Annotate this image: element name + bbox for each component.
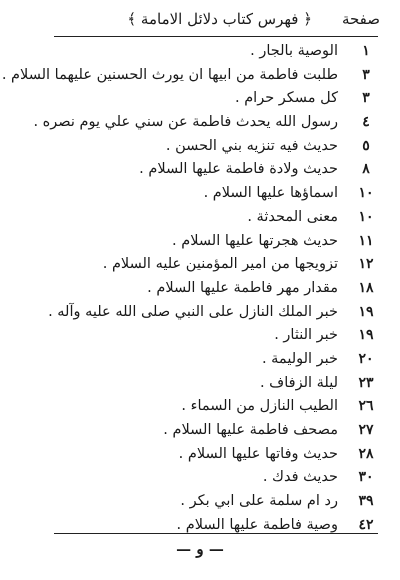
entry-page-number: ٢٨: [358, 445, 374, 462]
index-entry: [60, 443, 378, 467]
entry-page-number: ٢٧: [358, 422, 374, 438]
entry-title: مصحف فاطمة عليها السلام .: [163, 422, 338, 438]
entry-page-number: ١١: [358, 232, 374, 249]
page-title: ﴿ فهرس كتاب دلائل الامامة ﴾: [127, 10, 312, 28]
page-header: [60, 8, 380, 34]
index-entry: [48, 301, 378, 325]
entry-page-number: ١٠: [358, 185, 374, 202]
entry-title: مقدار مهر فاطمة عليها السلام .: [147, 279, 338, 296]
entry-page-number: ٣٠: [358, 469, 374, 486]
index-entry: [33, 111, 378, 135]
entry-title: الوصية بالجار .: [250, 43, 338, 59]
entry-title: خبر النثار .: [274, 327, 338, 344]
entry-title: اسماؤها عليها السلام .: [203, 185, 338, 202]
entry-title: الطيب النازل من السماء .: [181, 398, 338, 415]
bottom-divider: [54, 533, 378, 534]
entry-page-number: ٣: [362, 90, 370, 107]
index-entry: [60, 490, 378, 514]
entry-page-number: ٣: [362, 66, 370, 83]
entry-title: ليلة الزفاف .: [259, 374, 338, 391]
entry-page-number: ٢٠: [358, 350, 374, 367]
entry-page-number: ٢٣: [358, 374, 374, 391]
index-entry: [60, 372, 378, 396]
index-entry: [60, 419, 378, 443]
index-entry: [60, 206, 378, 230]
entry-page-number: ١: [362, 43, 370, 59]
entry-title: حديث هجرتها عليها السلام .: [172, 232, 338, 249]
entry-page-number: ١٩: [358, 327, 374, 344]
entry-page-number: ١٠: [358, 208, 374, 225]
index-entry: [60, 253, 378, 277]
entry-page-number: ١٨: [358, 279, 374, 296]
entry-page-number: ٨: [362, 161, 370, 178]
index-entry: [60, 395, 378, 419]
index-entries-list: [1, 40, 378, 537]
index-entry: [60, 135, 378, 159]
top-divider: [54, 36, 378, 37]
index-entry: [60, 324, 378, 348]
entry-title: خبر الوليمة .: [261, 350, 338, 367]
entry-title: كل مسكر حرام .: [234, 90, 338, 107]
entry-title: معنى المحدثة .: [247, 208, 338, 225]
entry-page-number: ١٢: [358, 256, 374, 273]
entry-page-number: ٤٢: [358, 516, 374, 533]
entry-title: خبر الملك النازل على النبي صلى الله عليه وآله .: [48, 303, 338, 320]
entry-title: حديث ولادة فاطمة عليها السلام .: [139, 161, 338, 178]
entry-page-number: ٤: [362, 114, 370, 131]
entry-title: حديث فدك .: [262, 469, 338, 486]
entry-title: رسول الله يحدث فاطمة عن سني علي يوم نصره .: [33, 114, 338, 131]
entry-title: حديث وفاتها عليها السلام .: [178, 445, 338, 462]
entry-page-number: ٥: [362, 137, 370, 154]
index-entry: [60, 40, 378, 64]
entry-title: وصية فاطمة عليها السلام .: [176, 516, 338, 533]
index-entry: [60, 466, 378, 490]
index-entry: [60, 87, 378, 111]
index-entry: [60, 158, 378, 182]
entry-title: رد ام سلمة على ابي بكر .: [180, 493, 338, 510]
page-number-marker: — و —: [176, 540, 224, 558]
index-entry: [60, 348, 378, 372]
entry-page-number: ٣٩: [358, 493, 374, 510]
entry-title: تزويجها من امير المؤمنين عليه السلام .: [102, 256, 338, 273]
entry-title: حديث فيه تنزيه بني الحسن .: [165, 137, 338, 154]
index-entry: [60, 182, 378, 206]
entry-title: طلبت فاطمة من ابيها ان يورث الحسنين عليهما السلام .: [1, 66, 338, 83]
index-entry: [60, 277, 378, 301]
index-entry: [60, 230, 378, 254]
entry-page-number: ١٩: [358, 303, 374, 320]
index-entry: [1, 64, 378, 88]
page-column-label: صفحة: [341, 10, 380, 28]
entry-page-number: ٢٦: [358, 398, 374, 415]
